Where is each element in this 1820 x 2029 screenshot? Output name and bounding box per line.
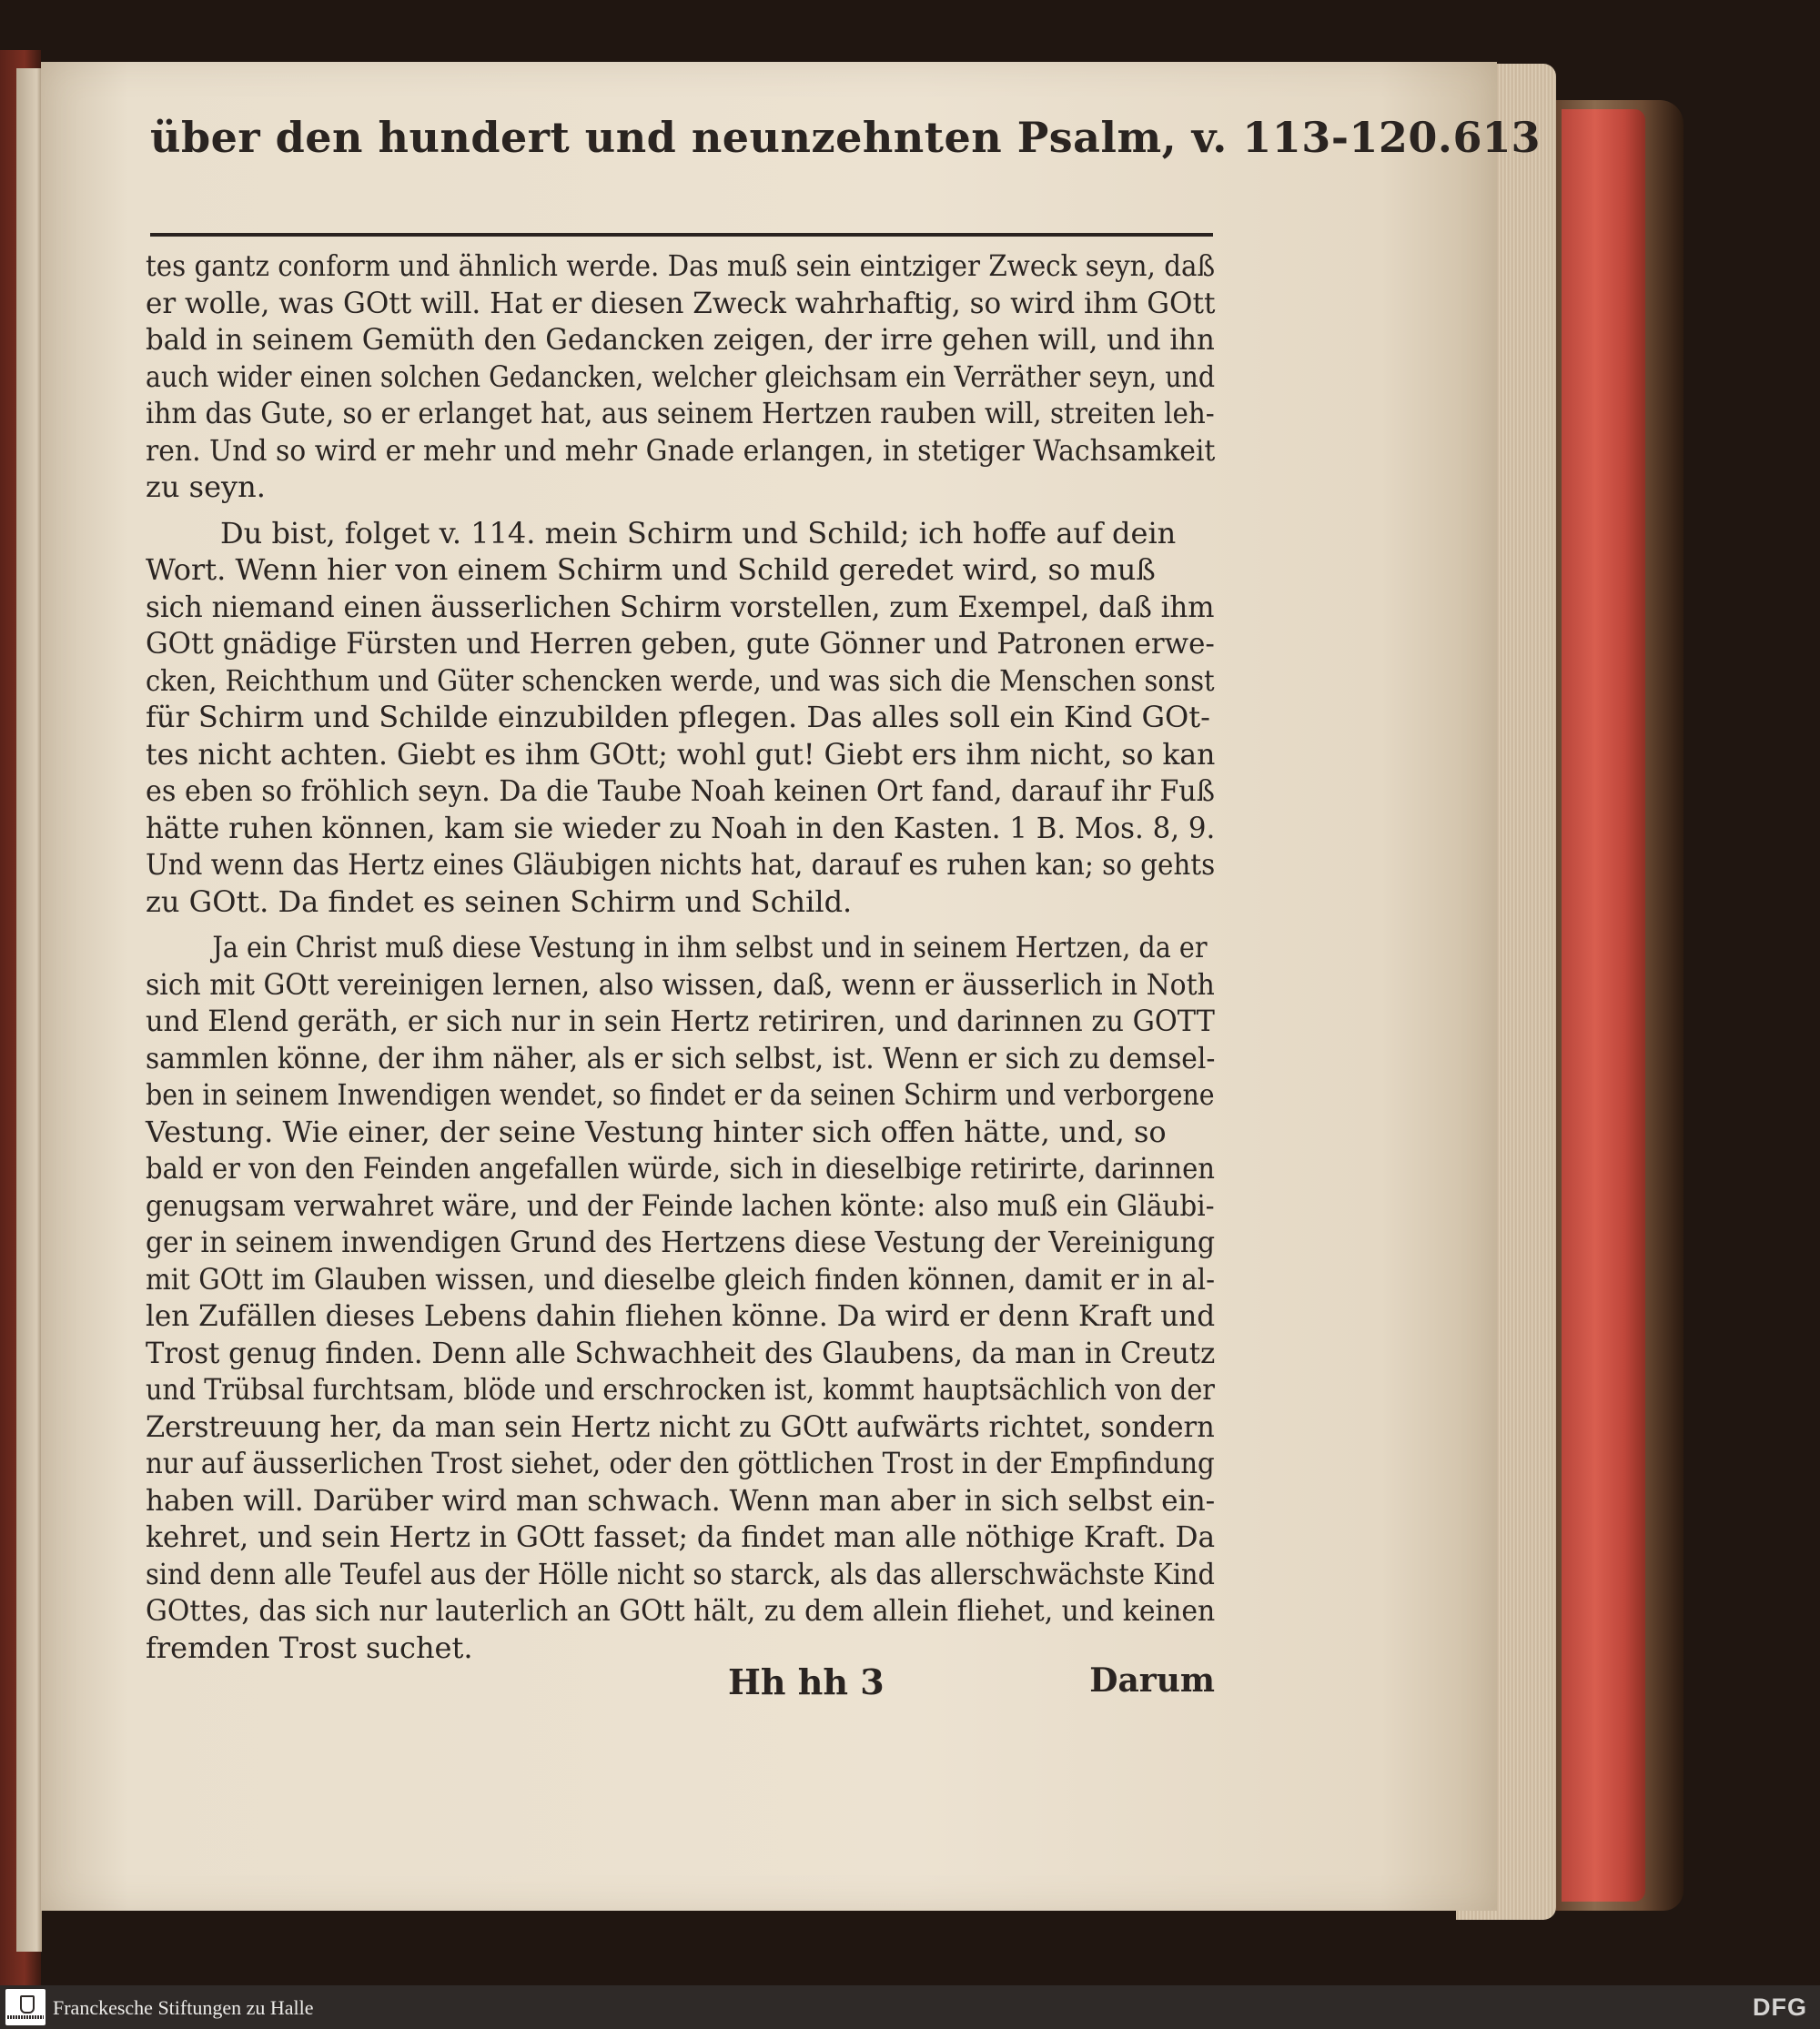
catchword: Darum xyxy=(1089,1661,1215,1700)
text-line: zu GOtt. Da findet es seinen Schirm und Schild. xyxy=(146,883,853,919)
page-footer xyxy=(146,1661,1215,1716)
text-line: sich mit GOtt vereinigen lernen, also wissen, daß, wenn er äusserlich in Noth xyxy=(146,966,1215,1002)
institution-name[interactable]: Franckesche Stiftungen zu Halle xyxy=(53,1996,314,2019)
text-line: er wolle, was GOtt will. Hat er diesen Zweck wahrhaftig, so wird ihm GOtt xyxy=(146,285,1216,320)
paragraph xyxy=(146,515,1215,921)
text-line: bald in seinem Gemüth den Gedancken zeigen, der irre gehen will, und ihn xyxy=(146,322,1215,357)
text-line: Ja ein Christ muß diese Vestung in ihm selbst und in seinem Hertzen, da er xyxy=(212,930,1208,964)
text-line: kehret, und sein Hertz in GOtt fasset; da findet man alle nöthige Kraft. Da xyxy=(146,1519,1216,1554)
text-line: Wort. Wenn hier von einem Schirm und Schild geredet wird, so muß xyxy=(146,552,1156,587)
text-line: tes nicht achten. Giebt es ihm GOtt; wohl gut! Giebt ers ihm nicht, so kan xyxy=(146,736,1216,772)
text-line: Trost genug finden. Denn alle Schwachheit des Glaubens, da man in Creutz xyxy=(146,1335,1216,1370)
text-line: zu seyn. xyxy=(146,469,266,504)
red-page-edge xyxy=(1562,109,1645,1902)
text-line: hätte ruhen können, kam sie wieder zu Noah in den Kasten. 1 B. Mos. 8, 9. xyxy=(146,810,1216,845)
text-line: genugsam verwahret wäre, und der Feinde lachen könte: also muß ein Gläubi- xyxy=(146,1187,1215,1223)
text-line: len Zufällen dieses Lebens dahin fliehen könne. Da wird er denn Kraft und xyxy=(146,1298,1216,1333)
page-header xyxy=(150,113,1541,237)
text-line: Zerstreuung her, da man sein Hertz nicht zu GOtt aufwärts richtet, sondern xyxy=(146,1408,1215,1444)
body-text xyxy=(146,247,1215,1675)
text-line: sind denn alle Teufel aus der Hölle nicht so starck, als das allerschwächste Kind xyxy=(146,1556,1215,1591)
text-line: nur auf äusserlichen Trost siehet, oder den göttlichen Trost in der Empfindung xyxy=(146,1446,1215,1480)
text-line: bald er von den Feinden angefallen würde, sich in dieselbige retirirte, darinnen xyxy=(146,1151,1215,1186)
text-line: Du bist, folget v. 114. mein Schirm und Schild; ich hoffe auf dein xyxy=(220,515,1177,550)
page-number: 613 xyxy=(1452,113,1541,162)
text-line: haben will. Darüber wird man schwach. Wenn man aber in sich selbst ein- xyxy=(146,1482,1216,1518)
text-line: GOttes, das sich nur lauterlich an GOtt hält, zu dem allein fliehet, und keinen xyxy=(146,1593,1216,1628)
text-line: und Elend geräth, er sich nur in sein Hertz retiriren, und darinnen zu GOTT xyxy=(146,1004,1215,1038)
paragraph xyxy=(146,247,1215,506)
text-line: ihm das Gute, so er erlanget hat, aus seinem Hertzen rauben will, streiten leh- xyxy=(146,396,1215,430)
text-line: GOtt gnädige Fürsten und Herren geben, gute Gönner und Patronen erwe- xyxy=(146,626,1215,661)
text-line: mit GOtt im Glauben wissen, und dieselbe gleich finden können, damit er in al- xyxy=(146,1261,1216,1297)
text-line: Vestung. Wie einer, der seine Vestung hinter sich offen hätte, und, so xyxy=(146,1114,1167,1149)
text-line: für Schirm und Schilde einzubilden pflegen. Das alles soll ein Kind GOt- xyxy=(146,700,1210,734)
signature-mark: Hh hh 3 xyxy=(728,1661,885,1702)
dfg-logo[interactable]: DFG xyxy=(1753,1994,1807,2021)
text-line: und Trübsal furchtsam, blöde und erschrocken ist, kommt hauptsächlich von der xyxy=(146,1372,1215,1407)
text-line: es eben so fröhlich seyn. Da die Taube Noah keinen Ort fand, darauf ihr Fuß xyxy=(146,773,1215,808)
running-head: über den hundert und neunzehnten Psalm, v. 113-120. xyxy=(150,113,1453,162)
shield-icon xyxy=(20,1995,35,2014)
text-line: ben in seinem Inwendigen wendet, so findet er da seinen Schirm und verborgene xyxy=(146,1077,1215,1112)
logo-lettering xyxy=(7,2015,44,2019)
text-line: ger in seinem inwendigen Grund des Hertzens diese Vestung der Vereinigung xyxy=(146,1225,1215,1259)
institution-logo[interactable] xyxy=(5,1989,46,2025)
viewer-footer-bar xyxy=(0,1985,1820,2029)
text-line: sich niemand einen äusserlichen Schirm vorstellen, zum Exempel, daß ihm xyxy=(146,589,1215,624)
text-line: sammlen könne, der ihm näher, als er sich selbst, ist. Wenn er sich zu demsel- xyxy=(146,1040,1216,1075)
text-line: auch wider einen solchen Gedancken, welcher gleichsam ein Verräther seyn, und xyxy=(146,358,1216,394)
left-page-edge xyxy=(16,68,42,1952)
text-line: Und wenn das Hertz eines Gläubigen nichts hat, darauf es ruhen kan; so gehts xyxy=(146,847,1216,882)
text-line: cken, Reichthum und Güter schencken werde, und was sich die Menschen sonst xyxy=(146,662,1215,698)
paragraph xyxy=(146,929,1215,1666)
text-line: ren. Und so wird er mehr und mehr Gnade erlangen, in stetiger Wachsamkeit xyxy=(146,432,1216,468)
text-line: tes gantz conform und ähnlich werde. Das muß sein eintziger Zweck seyn, daß xyxy=(146,248,1216,283)
text-line: fremden Trost suchet. xyxy=(146,1630,473,1665)
